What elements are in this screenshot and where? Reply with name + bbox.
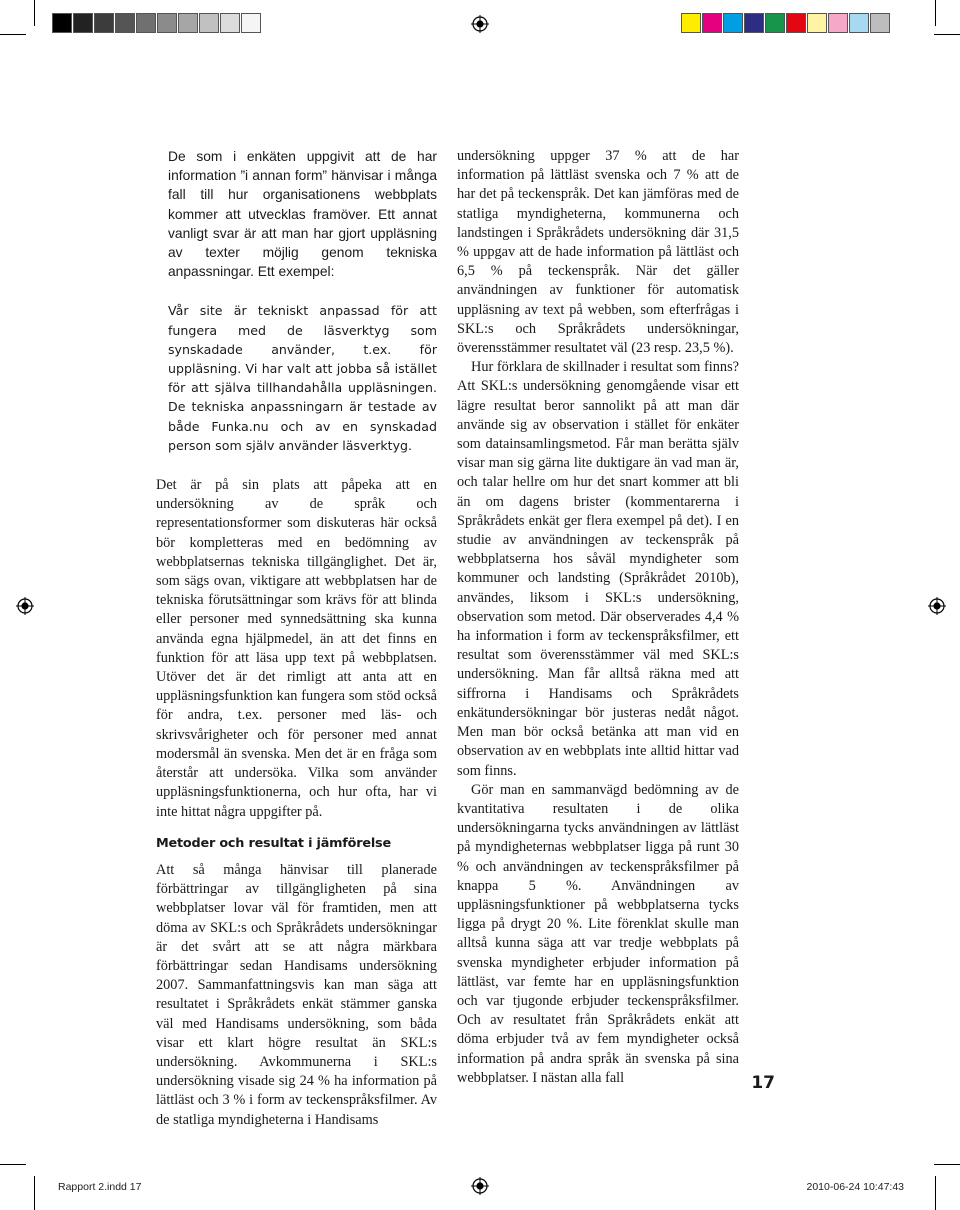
color-swatch: [870, 13, 890, 33]
body-paragraph: undersökning uppger 37 % att de har information på lättläst svenska och 7 % att de har det på teckenspråk. Det kan jämföras med de statliga myndigheterna, kommunerna och landstingen i Språkrådets undersökning där 31,5 % uppgav att de hade information på lättläst och 6,5 % på teckenspråk. När det gäller användningen av funktioner för automatisk uppläsning av text på webben, som efterfrågas i SKL:s och Språkrådets undersökningar, överensstämmer resultatet väl (23 resp. 23,5 %).: [457, 148, 739, 357]
body-paragraph: Gör man en sammanvägd bedömning av de kvantitativa resultaten i de olika undersökningarna tycks användningen av lättläst på myndigheternas webbplatser ligga på runt 30 % och användningen av teckenspråksfilmer på knappa 5 %. Användningen av uppläsningsfunktioner på webbplatserna tycks ligga på drygt 20 %. Lite förenklat skulle man alltså kunna säga att var tredje webbplats på svenska myndigheter erbjuder information på lättläst, var femte har en uppläsningsfunktion och var tjugonde erbjuder teckenspråksfilmer. Och av resultatet från Språkrådets enkät att döma erbjuder två av fem myndigheter också information på andra språk än svenska på sina webbplatser. I nästan alla fall: [457, 781, 739, 1086]
color-swatch: [94, 13, 114, 33]
body-paragraph: Att så många hänvisar till planerade förbättringar av tillgängligheten på sina webbplatser lovar väl för framtiden, men att döma av SKL:s och Språkrådets undersökningar är det svårt att se att några märkbara förbättringar sedan Handisams undersökning 2007. Sammanfattningsvis kan man säga att resultatet i Språkrådets enkät stämmer ganska väl med Handisams undersökning, som båda visar ett klart högre resultat än SKL:s undersökning. Avkommunerna i SKL:s undersökning visade sig 24 % ha information på lättläst och 3 % i form av teckenspråksfilmer. Av de statliga myndigheterna i Handisams: [156, 861, 437, 1128]
right-text-column: [457, 147, 739, 1088]
color-swatch: [765, 13, 785, 33]
color-swatch: [849, 13, 869, 33]
body-paragraph: Hur förklara de skillnader i resultat som finns? Att SKL:s undersökning genomgående visar ett lägre resultat beror sannolikt på att man där använde sig av observation i stället för enkäter som datainsamlingsmetod. Får man berätta själv visar man sig gärna lite duktigare än vad man är, och talar hellre om hur det snart kommer att bli än om dagens brister (kommentarerna i Språkrådets enkät ger flera exempel på det). I en studie av användningen av teckenspråk på webbplatserna hos såväl myndigheter som kommuner och landsting (Språkrådet 2010b), användes, liksom i SKL:s undersökning, observation som metod. Där observerades 4,4 % ha information i form av teckenspråksfilmer, ett resultat som överensstämmer väl med SKL:s undersökning. Man får alltså räkna med att siffrorna i Handisams och Språkrådets enkätundersökningar bör justeras nedåt något. Men man bör också betänka att man vid en observation av en webbplats inte alltid hittar vad som finns.: [457, 359, 739, 779]
slug-file-name: Rapport 2.indd 17: [58, 1181, 142, 1193]
crop-mark-bottom-right-h: [934, 1164, 960, 1165]
left-text-column: [156, 147, 437, 1130]
crop-mark-top-right-h: [934, 34, 960, 35]
color-swatch: [199, 13, 219, 33]
color-swatch: [52, 13, 72, 33]
color-swatch: [681, 13, 701, 33]
color-swatch: [241, 13, 261, 33]
color-swatch: [786, 13, 806, 33]
color-swatch: [723, 13, 743, 33]
block-quote: Vår site är tekniskt anpassad för att fungera med de läsverktyg som synskadade använder, t.ex. för uppläsning. Vi har valt att jobba så istället för att själva tillhandahålla uppläsningen. De tekniska anpassningarn är testade av både Funka.nu och av en synskadad person som själv använder läsverktyg.: [168, 303, 437, 453]
crop-mark-bottom-left-v: [34, 1176, 35, 1210]
color-swatch: [828, 13, 848, 33]
crop-mark-top-right-v: [935, 0, 936, 26]
color-swatch: [73, 13, 93, 33]
color-swatch: [702, 13, 722, 33]
crop-mark-top-left-v: [34, 0, 35, 26]
process-color-bar: [681, 13, 891, 33]
slug-timestamp: 2010-06-24 10:47:43: [806, 1181, 904, 1193]
color-swatch: [157, 13, 177, 33]
crop-mark-bottom-right-v: [935, 1176, 936, 1210]
color-swatch: [807, 13, 827, 33]
body-paragraph: Det är på sin plats att påpeka att en undersökning av de språk och representationsformer som diskuteras här också bör kompletteras med en bedömning av webbplatsernas tekniska tillgänglighet. Det är, som sägs ovan, viktigare att webbplatsen har de tekniska förutsättningar som krävs för att blinda eller personer med synnedsättning ska kunna använda egna hjälpmedel, än att det finns en funktion för att läsa upp text på webbplatsen. Utöver det är det rimligt att anta att en uppläsningsfunktion kan fungera som stöd också för andra, t.ex. personer med läs- och skrivsvårigheter och för personer med annat modersmål än svenska. Men det är en fråga som återstår att undersöka. Vilka som använder uppläsningsfunktionerna, och hur ofta, har vi inte hittat några uppgifter på.: [156, 477, 437, 820]
registration-mark-top-icon: [471, 15, 489, 33]
color-swatch: [115, 13, 135, 33]
registration-mark-left-icon: [16, 597, 34, 615]
registration-mark-bottom-icon: [471, 1177, 489, 1195]
registration-mark-right-icon: [928, 597, 946, 615]
grayscale-color-bar: [52, 13, 262, 33]
color-swatch: [178, 13, 198, 33]
crop-mark-bottom-left-h: [0, 1164, 26, 1165]
page-number: 17: [751, 1073, 775, 1093]
crop-mark-top-left-h: [0, 34, 26, 35]
color-swatch: [220, 13, 240, 33]
intro-paragraph: De som i enkäten uppgivit att de har information ”i annan form” hänvisar i många fall till hur organisationens webbplats kommer att utvecklas framöver. Ett annat vanligt svar är att man har gjort uppläsning av texter möjlig genom tekniska anpassningar. Ett exempel:: [168, 149, 437, 280]
color-swatch: [136, 13, 156, 33]
section-heading: Metoder och resultat i jämförelse: [156, 835, 391, 851]
color-swatch: [744, 13, 764, 33]
